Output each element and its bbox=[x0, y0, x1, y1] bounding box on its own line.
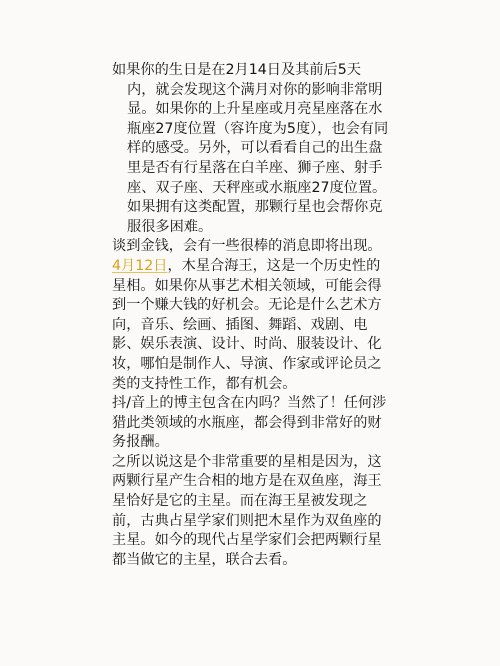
paragraph-bloggers: 抖/音上的博主包含在内吗？当然了！任何涉猎此类领域的水瓶座，都会得到非常好的财务报酬。 bbox=[112, 395, 387, 451]
paragraph-money: 谈到金钱，会有一些很棒的消息即将出现。 bbox=[112, 238, 382, 255]
paragraph-importance: 之所以说这是个非常重要的星相是因为，这两颗行星产生合相的地方是在双鱼座，海王星恰好是它的主星。而在海王星被发现之前，古典占星学家们则把木星作为双鱼座的主星。如今的现代占星学家们会把两颗行星都当做它的主星，联合去看。 bbox=[112, 453, 382, 568]
paragraph-jupiter-neptune-text: ，木星合海王，这是一个历史性的星相。如果你从事艺术相关领域，可能会得到一个赚大钱的好机会。无论是什么艺术方向，音乐、绘画、插图、舞蹈、戏剧、电影、娱乐表演、设计、时尚、服装设计、化妆，哪怕是制作人、导演、作家或评论员之类的支持性工作，都有机会。 bbox=[112, 257, 382, 392]
paragraph-birthday bbox=[112, 61, 390, 237]
date-link[interactable]: 4月12日 bbox=[112, 257, 168, 274]
paragraph-birthday-body: 内，就会发现这个满月对你的影响非常明显。如果你的上升星座或月亮星座落在水瓶座27度位置（容许度为5度），也会有同样的感受。另外，可以看看自己的出生盘里是否有行星落在白羊座、狮子座、射手座、双子座、天秤座或水瓶座27度位置。如果拥有这类配置，那颗行星也会帮你克服很多困难。 bbox=[127, 81, 389, 235]
paragraph-jupiter-neptune bbox=[112, 257, 390, 394]
article-body bbox=[112, 61, 390, 570]
paragraph-birthday-first-line: 如果你的生日是在2月14日及其前后5天 bbox=[112, 62, 361, 78]
